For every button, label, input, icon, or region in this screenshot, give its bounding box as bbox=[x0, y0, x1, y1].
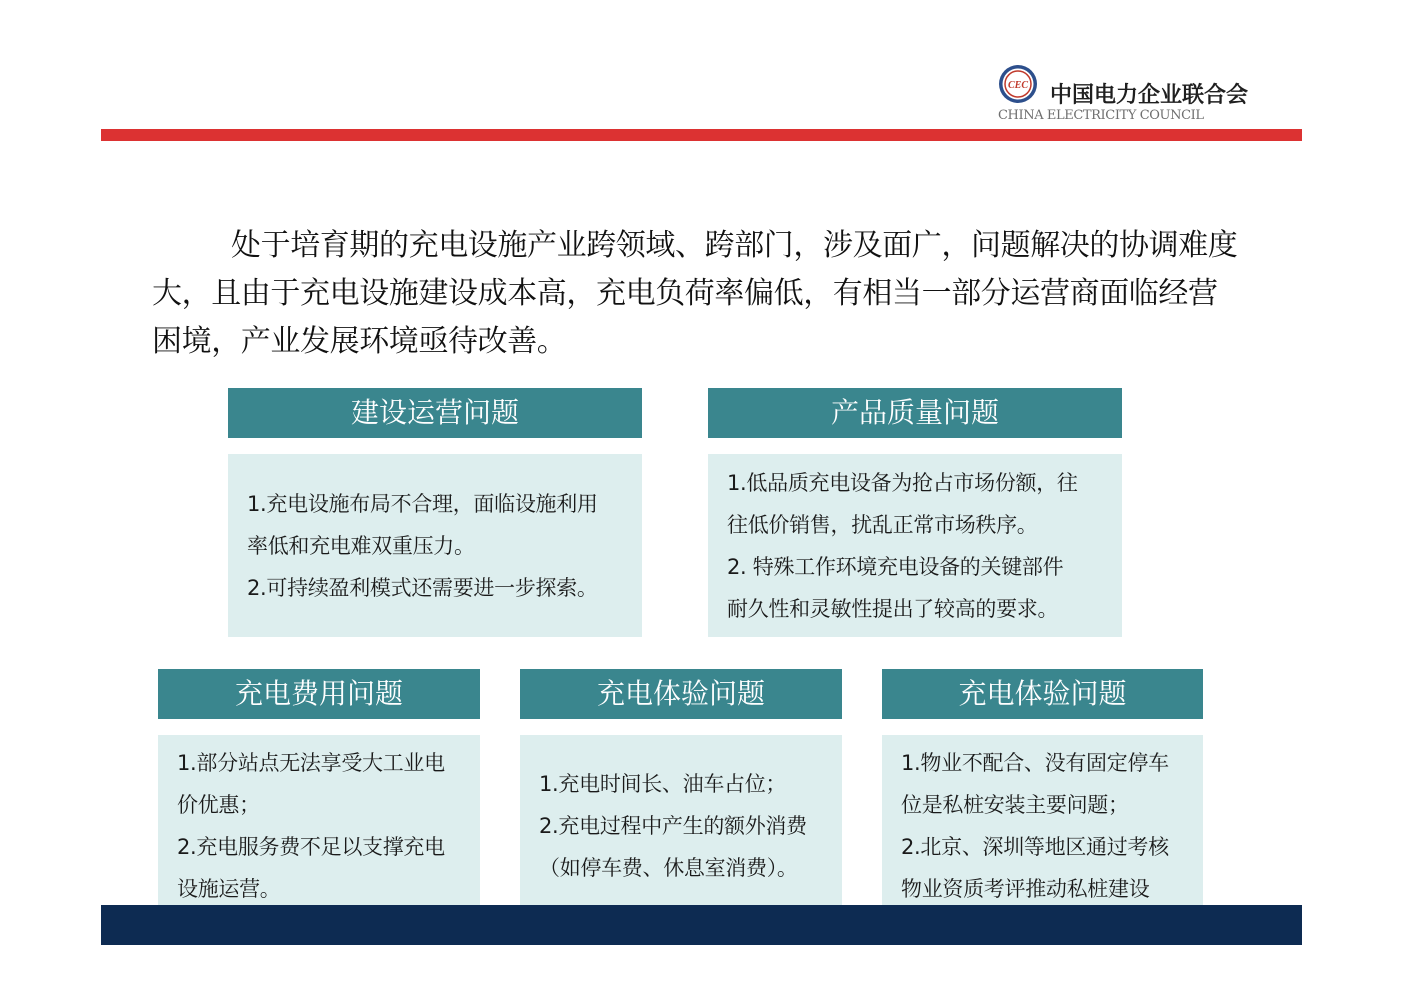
emblem-letters: CEC bbox=[1007, 80, 1029, 91]
card-line: 2.充电服务费不足以支撑充电 bbox=[177, 835, 445, 859]
card-line: 2.充电过程中产生的额外消费 bbox=[539, 814, 807, 838]
logo bbox=[998, 64, 1258, 128]
card-line: 往低价销售，扰乱正常市场秩序。 bbox=[727, 512, 1038, 537]
card-title-experience-1: 充电体验问题 bbox=[520, 669, 842, 719]
card-body-fees bbox=[158, 735, 480, 917]
card-body-experience-1 bbox=[520, 735, 842, 917]
card-body-construction bbox=[228, 454, 642, 637]
card-line: 率低和充电难双重压力。 bbox=[247, 533, 475, 558]
card-line: 2. 特殊工作环境充电设备的关键部件 bbox=[727, 554, 1064, 579]
card-title-quality: 产品质量问题 bbox=[708, 388, 1122, 438]
card-line: 价优惠； bbox=[177, 793, 260, 817]
card-line: 1.低品质充电设备为抢占市场份额，往 bbox=[727, 470, 1078, 495]
card-line: 1.物业不配合、没有固定停车 bbox=[901, 751, 1169, 775]
org-name-en: CHINA ELECTRICITY COUNCIL bbox=[998, 108, 1204, 123]
cec-emblem-icon bbox=[998, 64, 1038, 104]
card-line: 设施运营。 bbox=[177, 877, 281, 901]
card-line: 耐久性和灵敏性提出了较高的要求。 bbox=[727, 596, 1059, 621]
card-line: 2.北京、深圳等地区通过考核 bbox=[901, 835, 1169, 859]
org-name-cn: 中国电力企业联合会 bbox=[1050, 83, 1249, 108]
card-title-fees: 充电费用问题 bbox=[158, 669, 480, 719]
card-body-quality bbox=[708, 454, 1122, 637]
header-divider bbox=[101, 129, 1302, 141]
card-line: 位是私桩安装主要问题； bbox=[901, 793, 1129, 817]
footer-band bbox=[101, 905, 1302, 945]
card-title-experience-2: 充电体验问题 bbox=[882, 669, 1203, 719]
card-line: 物业资质考评推动私桩建设 bbox=[901, 877, 1150, 901]
intro-paragraph: 处于培育期的充电设施产业跨领域、跨部门，涉及面广，问题解决的协调难度大，且由于充电设施建设成本高，充电负荷率偏低，有相当一部分运营商面临经营困境，产业发展环境亟待改善。 bbox=[152, 228, 1238, 359]
card-title-construction: 建设运营问题 bbox=[228, 388, 642, 438]
card-line: 1.部分站点无法享受大工业电 bbox=[177, 751, 445, 775]
card-line: 1.充电时间长、油车占位； bbox=[539, 772, 787, 796]
card-line: 2.可持续盈利模式还需要进一步探索。 bbox=[247, 575, 598, 600]
card-body-experience-2 bbox=[882, 735, 1203, 917]
card-line: （如停车费、休息室消费）。 bbox=[539, 856, 798, 880]
card-line: 1.充电设施布局不合理，面临设施利用 bbox=[247, 491, 598, 516]
